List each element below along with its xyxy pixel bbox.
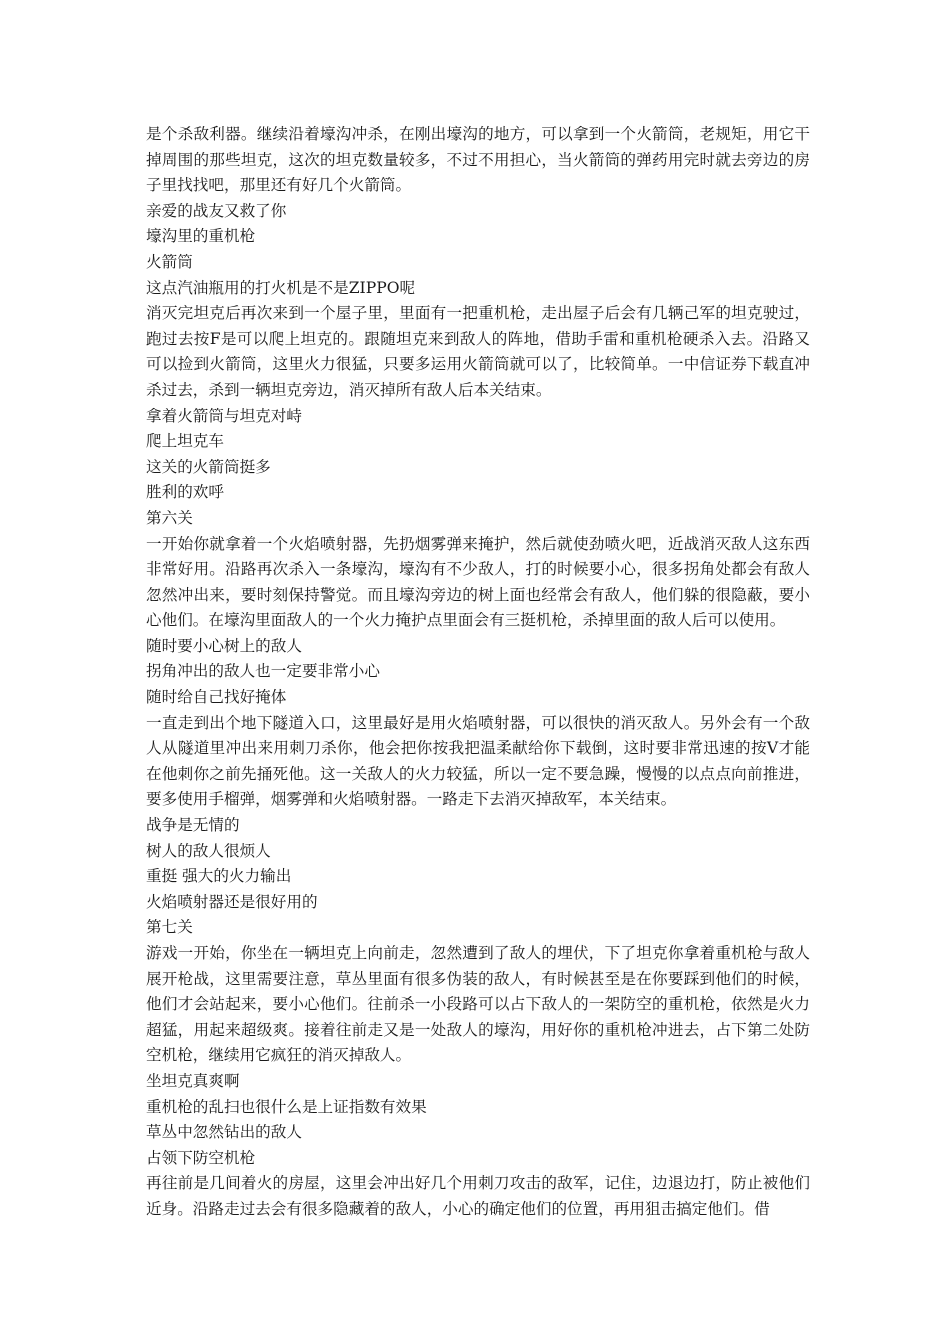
section-heading: 第六关: [146, 508, 193, 527]
image-caption: 拐角冲出的敌人也一定要非常小心: [146, 662, 380, 681]
image-caption: 拿着火箭筒与坦克对峙: [146, 406, 302, 425]
image-caption: 壕沟里的重机枪: [146, 227, 256, 246]
image-caption: 战争是无情的: [146, 816, 240, 835]
paragraph: 消灭完坦克后再次来到一个屋子里，里面有一把重机枪，走出屋子后会有几辆己军的坦克驶过，跑过去按F是可以爬上坦克的。跟随坦克来到敌人的阵地，借助手雷和重机枪硬杀入去。沿路又可以捡到火箭筒，这里火力很猛，只要多运用火箭筒就可以了，比较简单。一中信证券下载直冲杀过去，杀到一辆坦克旁边，消灭掉所有敌人后本关结束。: [146, 304, 810, 399]
image-caption: 随时要小心树上的敌人: [146, 636, 302, 655]
image-caption: 草丛中忽然钻出的敌人: [146, 1123, 302, 1142]
paragraph: 一开始你就拿着一个火焰喷射器，先扔烟雾弹来掩护，然后就使劲喷火吧，近战消灭敌人这东西非常好用。沿路再次杀入一条壕沟，壕沟有不少敌人，打的时候要小心，很多拐角处都会有敌人忽然冲出来，要时刻保持警觉。而且壕沟旁边的树上面也经常会有敌人，他们躲的很隐蔽，要小心他们。在壕沟里面敌人的一个火力掩护点里面会有三挺机枪，杀掉里面的敌人后可以使用。: [146, 534, 810, 630]
paragraph: 再往前是几间着火的房屋，这里会冲出好几个用刺刀攻击的敌军，记住，边退边打，防止被他们近身。沿路走过去会有很多隐藏着的敌人，小心的确定他们的位置，再用狙击搞定他们。借: [146, 1174, 810, 1218]
paragraph: 游戏一开始，你坐在一辆坦克上向前走，忽然遭到了敌人的埋伏，下了坦克你拿着重机枪与敌人展开枪战，这里需要注意，草丛里面有很多伪装的敌人，有时候甚至是在你要踩到他们的时候，他们才会站起来，要小心他们。往前杀一小段路可以占下敌人的一架防空的重机枪，依然是火力超猛，用起来超级爽。接着往前走又是一处敌人的壕沟，用好你的重机枪冲进去，占下第二处防空机枪，继续用它疯狂的消灭掉敌人。: [146, 944, 810, 1065]
image-caption: 随时给自己找好掩体: [146, 688, 287, 707]
image-caption: 占领下防空机枪: [146, 1148, 256, 1167]
image-caption: 亲爱的战友又救了你: [146, 201, 287, 220]
paragraph: 一直走到出个地下隧道入口，这里最好是用火焰喷射器，可以很快的消灭敌人。另外会有一个敌人从隧道里冲出来用刺刀杀你，他会把你按我把温柔献给你下载倒，这时要非常迅速的按V才能在他刺你之前先捅死他。这一关敌人的火力较猛，所以一定不要急躁，慢慢的以点点向前推进，要多使用手榴弹，烟雾弹和火焰喷射器。一路走下去消灭掉敌军，本关结束。: [146, 713, 810, 809]
image-caption: 这点汽油瓶用的打火机是不是ZIPPO呢: [146, 278, 416, 297]
image-caption: 胜利的欢呼: [146, 483, 224, 502]
section-heading: 第七关: [146, 918, 193, 937]
image-caption: 爬上坦克车: [146, 432, 224, 451]
image-caption: 重挺 强大的火力输出: [146, 867, 292, 886]
image-caption: 重机枪的乱扫也很什么是上证指数有效果: [146, 1097, 427, 1116]
image-caption: 树人的敌人很烦人: [146, 841, 271, 860]
image-caption: 火箭筒: [146, 252, 193, 271]
image-caption: 火焰喷射器还是很好用的: [146, 892, 318, 911]
paragraph: 是个杀敌利器。继续沿着壕沟冲杀，在刚出壕沟的地方，可以拿到一个火箭筒，老规矩，用它干掉周围的那些坦克，这次的坦克数量较多，不过不用担心，当火箭筒的弹药用完时就去旁边的房子里找找吧，那里还有好几个火箭筒。: [146, 125, 810, 195]
image-caption: 这关的火箭筒挺多: [146, 457, 271, 476]
document-page: [146, 122, 810, 1223]
image-caption: 坐坦克真爽啊: [146, 1071, 240, 1090]
